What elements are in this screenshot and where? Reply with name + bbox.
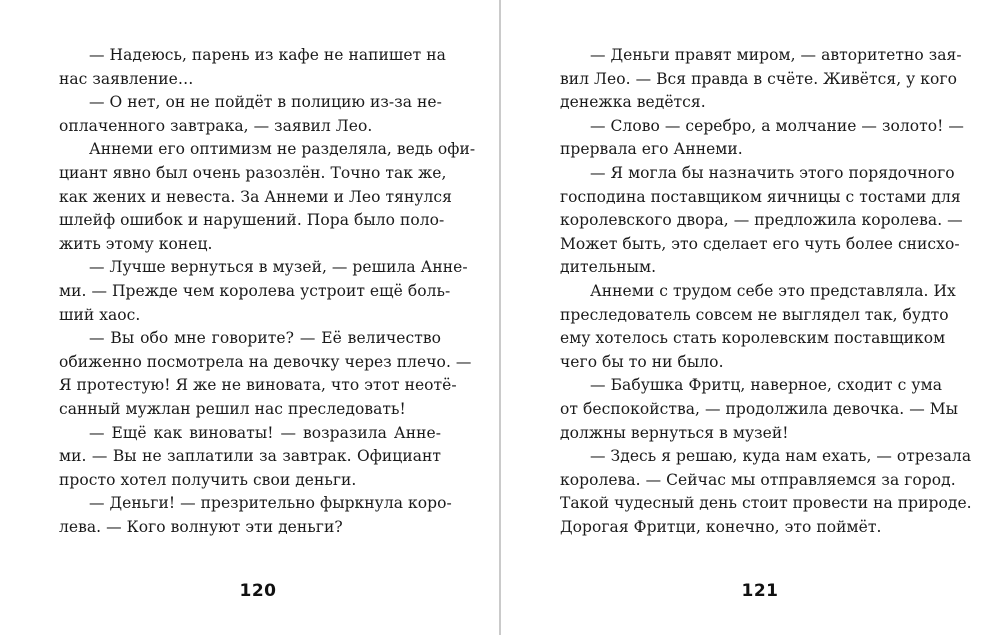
text-line: чего бы то ни было. [560, 352, 724, 371]
text-line: королевского двора, — предложила королева. — [560, 211, 963, 230]
text-line: — Ещё как виноваты! — возразила Анне- [89, 423, 441, 442]
text-line: лева. — Кого волнуют эти деньги? [59, 517, 343, 536]
text-line: — Я могла бы назначить этого порядочного [590, 163, 955, 182]
text-line: нас заявление… [59, 69, 194, 88]
text-line: просто хотел получить свои деньги. [59, 470, 357, 489]
text-line: Такой чудесный день стоит провести на природе. [560, 494, 972, 513]
text-line: — Здесь я решаю, куда нам ехать, — отрезала [590, 447, 972, 466]
text-line: должны вернуться в музей! [560, 423, 789, 442]
text-line: — Слово — серебро, а молчание — золото! — [590, 116, 964, 135]
text-line: денежка ведётся. [560, 93, 706, 112]
text-line: шлейф ошибок и нарушений. Пора было поло- [59, 211, 445, 230]
text-line: ми. — Прежде чем королева устроит ещё боль- [59, 281, 451, 300]
text-line: прервала его Аннеми. [560, 140, 743, 159]
text-line: санный мужлан решил нас преследовать! [59, 399, 406, 418]
text-line: ми. — Вы не заплатили за завтрак. Официант [59, 447, 441, 466]
text-line: — Лучше вернуться в музей, — решила Анне- [89, 258, 468, 277]
text-line: ший хаос. [59, 305, 141, 324]
text-line: королева. — Сейчас мы отправляемся за город. [560, 470, 956, 489]
text-line: циант явно был очень разозлён. Точно так же, [59, 163, 447, 182]
right-page-number: 121 [741, 581, 779, 601]
text-line: — Деньги правят миром, — авторитетно зая- [590, 46, 962, 64]
text-line: Может быть, это сделает его чуть более снисхо- [560, 234, 960, 253]
text-line: ему хотелось стать королевским поставщиком [560, 329, 946, 348]
text-line: преследователь совсем не выглядел так, будто [560, 305, 949, 324]
text-line: Аннеми его оптимизм не разделяла, ведь офи- [89, 140, 476, 159]
text-line: господина поставщиком яичницы с тостами для [560, 187, 961, 206]
right-page-text [560, 44, 972, 539]
text-line: — Деньги! — презрительно фыркнула коро- [89, 494, 452, 513]
text-line: дительным. [560, 258, 657, 277]
text-line: вил Лео. — Вся правда в счёте. Живётся, у кого [560, 69, 957, 88]
text-line: Дорогая Фритци, конечно, это поймёт. [560, 517, 882, 536]
book-gutter [499, 0, 501, 635]
text-line: — Надеюсь, парень из кафе не напишет на [89, 46, 446, 64]
left-page-text [59, 44, 476, 539]
text-line: обиженно посмотрела на девочку через плечо. — [59, 352, 472, 371]
text-line: жить этому конец. [59, 234, 213, 253]
text-line: — О нет, он не пойдёт в полицию из-за не- [89, 93, 442, 112]
text-line: — Вы обо мне говорите? — Её величество [89, 329, 441, 348]
text-line: Аннеми с трудом себе это представляла. Их [590, 281, 956, 300]
text-line: Я протестую! Я же не виновата, что этот неотё- [59, 376, 457, 395]
text-line: как жених и невеста. За Аннеми и Лео тянулся [59, 187, 452, 206]
text-line: — Бабушка Фритц, наверное, сходит с ума [590, 376, 942, 395]
left-page-number: 120 [239, 581, 277, 601]
text-line: оплаченного завтрака, — заявил Лео. [59, 116, 373, 135]
text-line: от беспокойства, — продолжила девочка. — Мы [560, 399, 959, 418]
